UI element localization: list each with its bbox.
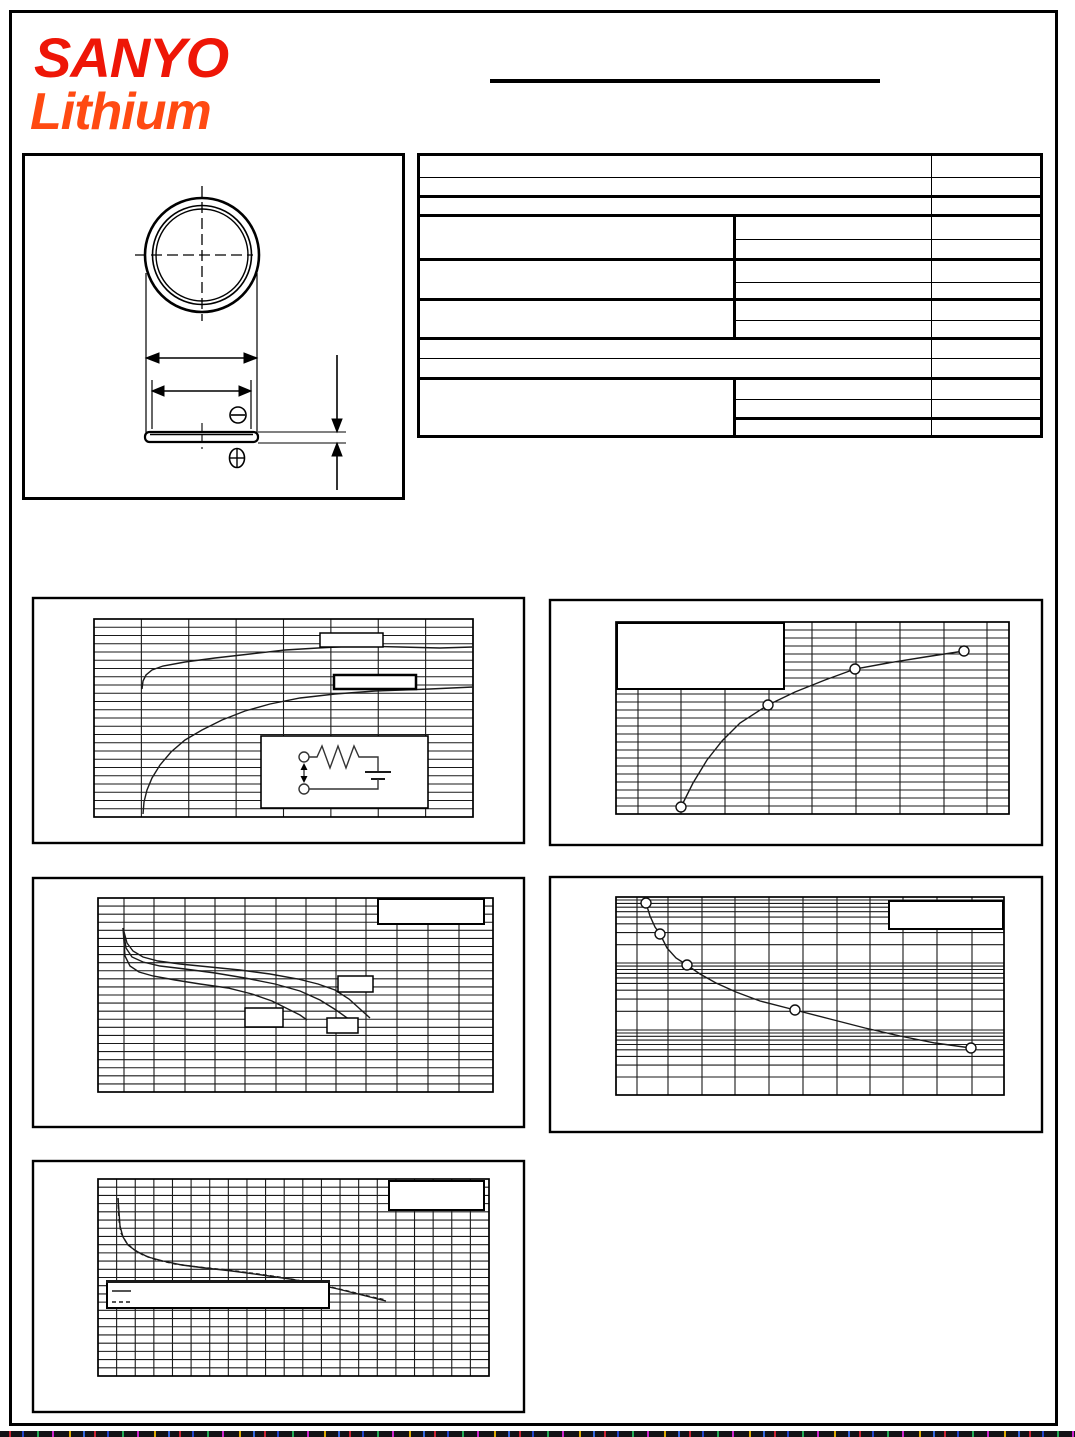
data-point-marker [641,898,651,908]
sanyo-logo: SANYO [34,26,229,89]
data-point-marker [676,802,686,812]
label-box [320,633,383,647]
data-point-marker [682,960,692,970]
label-box [389,1181,484,1210]
data-point-marker [655,929,665,939]
label-box [245,1008,283,1027]
label-box [107,1282,329,1308]
scan-noise-strip [0,1431,1075,1437]
chart-5 [33,1161,524,1412]
label-box [338,976,373,992]
label-box [334,675,416,689]
label-box [327,1018,358,1033]
label-box [617,623,784,689]
label-box [889,901,1003,929]
data-point-marker [763,700,773,710]
data-point-marker [966,1043,976,1053]
chart-4 [550,877,1042,1132]
chart-2 [550,600,1042,845]
data-point-marker [790,1005,800,1015]
chart-1 [33,598,524,843]
data-point-marker [850,664,860,674]
data-point-marker [959,646,969,656]
chart-3 [33,878,524,1127]
lithium-logo: Lithium [30,83,211,141]
circuit-inset [261,736,428,808]
label-box [378,899,484,924]
